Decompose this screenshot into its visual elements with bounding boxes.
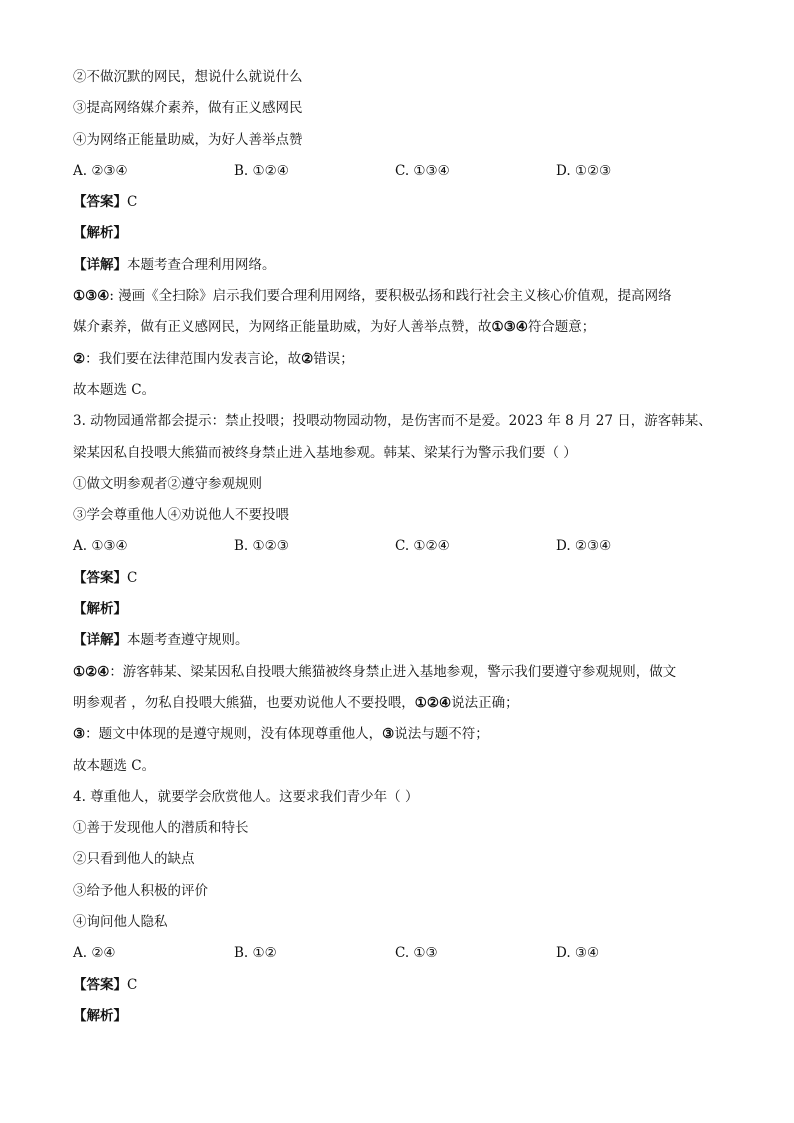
explanation-text: ：游客韩某、梁某因私自投喂大熊猫被终身禁止进入基地参观，警示我们要遵守参观规则，做文 [109, 663, 677, 680]
option-d: D. ①②③ [556, 162, 612, 179]
detail-tag: 【详解】 [73, 256, 127, 273]
choice-line: ③给予他人积极的评价 [73, 882, 208, 899]
options-row [73, 938, 723, 969]
explanation-text: 媒介素养，做有正义感网民，为网络正能量助威，为好人善举点赞，故 [73, 319, 492, 336]
detail-text: 本题考查遵守规则。 [127, 632, 249, 649]
option-c: C. ①③④ [395, 162, 450, 179]
choice-line: ④为网络正能量助威，为好人善举点赞 [73, 131, 303, 148]
option-c: C. ①③ [395, 945, 438, 962]
answer-line [73, 970, 723, 1001]
explanation-line [73, 719, 723, 750]
conclusion-line: 故本题选 C。 [73, 757, 156, 774]
choice-line: ②只看到他人的缺点 [73, 851, 195, 868]
explanation-text: 明参观者 ，勿私自投喂大熊猫，也要劝说他人不要投喂， [73, 694, 415, 711]
explanation-label: ② [73, 350, 86, 367]
explanation-ref: ①②④ [414, 694, 452, 711]
option-b: B. ①②④ [234, 162, 289, 179]
analysis-tag: 【解析】 [73, 1007, 127, 1024]
explanation-text: 符合题意； [527, 319, 596, 336]
option-b: B. ①②③ [234, 538, 289, 555]
explanation-ref: ①③④ [491, 319, 528, 336]
options-row [73, 531, 723, 562]
option-a: A. ②③④ [73, 162, 128, 179]
choice-line: ②不做沉默的网民，想说什么就说什么 [73, 69, 303, 85]
choice-line: ①做文明参观者②遵守参观规则 [73, 475, 262, 492]
option-b: B. ①② [234, 945, 277, 962]
choice-line: ③提高网络媒介素养，做有正义感网民 [73, 100, 303, 117]
question-stem: 4. 尊重他人，就要学会欣赏他人。这要求我们青少年（ ） [73, 788, 419, 805]
detail-text: 本题考查合理利用网络。 [127, 256, 276, 273]
question-stem: 梁某因私自投喂大熊猫而被终身禁止进入基地参观。韩某、梁某行为警示我们要（ ） [73, 444, 577, 461]
explanation-text: 错误； [313, 350, 354, 367]
explanation-text: ：我们要在法律范围内发表言论，故 [85, 350, 302, 367]
detail-line [73, 625, 723, 656]
answer-tag: 【答案】 [73, 569, 127, 586]
explanation-label: ③ [73, 726, 86, 743]
explanation-line [73, 312, 723, 343]
answer-line [73, 187, 723, 218]
analysis-tag: 【解析】 [73, 225, 127, 242]
document-page [73, 62, 723, 1032]
explanation-ref: ③ [382, 726, 395, 743]
answer-value: C [127, 569, 138, 586]
explanation-line [73, 688, 723, 719]
explanation-line [73, 657, 723, 688]
detail-line [73, 250, 723, 281]
option-c: C. ①②④ [395, 538, 450, 555]
question-stem: 3. 动物园通常都会提示：禁止投喂；投喂动物园动物，是伤害而不是爱。2023 年 8 月 27 日，游客韩某、 [73, 413, 712, 430]
answer-value: C [127, 194, 138, 211]
conclusion-line: 故本题选 C。 [73, 381, 156, 398]
explanation-text: ：题文中体现的是遵守规则，没有体现尊重他人， [85, 726, 383, 743]
explanation-label: ①③④ [73, 288, 110, 305]
choice-line: ③学会尊重他人④劝说他人不要投喂 [73, 507, 289, 524]
option-d: D. ②③④ [556, 538, 612, 555]
options-row [73, 156, 723, 187]
answer-line [73, 563, 723, 594]
explanation-line [73, 281, 723, 312]
option-d: D. ③④ [556, 945, 600, 962]
explanation-text: : 漫画《全扫除》启示我们要合理利用网络，要积极弘扬和践行社会主义核心价值观，提高网络 [109, 288, 672, 305]
choice-line: ④询问他人隐私 [73, 914, 168, 931]
answer-tag: 【答案】 [73, 194, 127, 211]
answer-value: C [127, 976, 138, 993]
explanation-line [73, 344, 723, 375]
answer-tag: 【答案】 [73, 976, 127, 993]
option-a: A. ②④ [73, 945, 116, 962]
explanation-ref: ② [301, 350, 314, 367]
analysis-tag: 【解析】 [73, 601, 127, 618]
explanation-text: 说法正确； [451, 694, 519, 711]
explanation-label: ①②④ [73, 663, 110, 680]
option-a: A. ①③④ [73, 538, 128, 555]
explanation-text: 说法与题不符； [394, 726, 489, 743]
choice-line: ①善于发现他人的潜质和特长 [73, 820, 249, 837]
detail-tag: 【详解】 [73, 632, 127, 649]
